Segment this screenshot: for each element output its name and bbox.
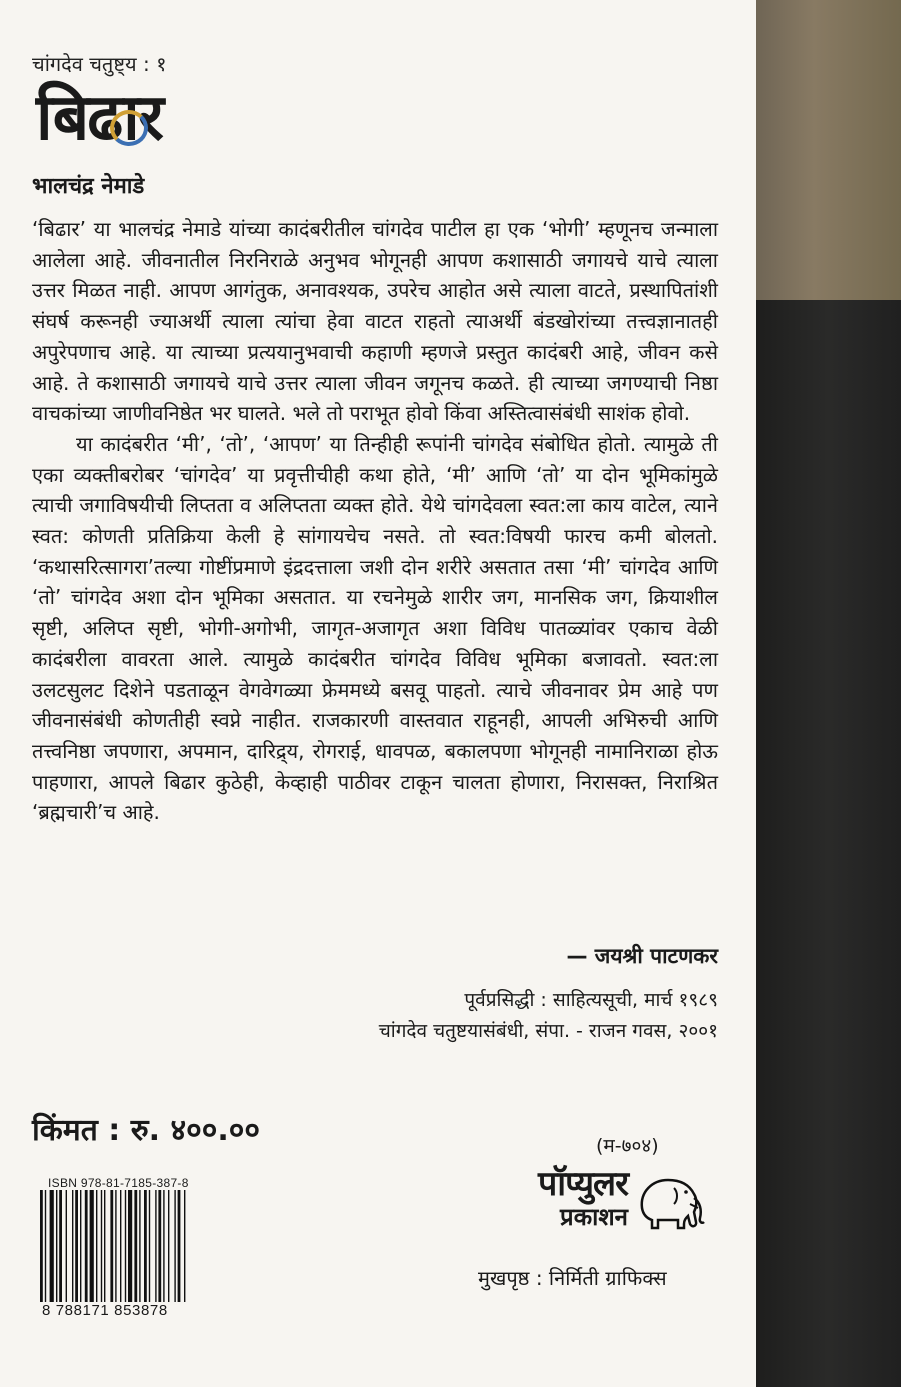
publisher-subtitle: प्रकाशन [560,1203,628,1231]
blurb-text [32,214,718,828]
catalog-code: (म-७०४) [596,1135,659,1157]
cover-design-credit: मुखपृष्ठ : निर्मिती ग्राफिक्स [478,1266,667,1290]
source-note: चांगदेव चतुष्टयासंबंधी, संपा. - राजन गवस, २००१ [378,1020,718,1042]
spine-band-bottom [756,300,901,1387]
barcode-number: 8 788171 853878 [42,1302,168,1319]
book-title: बिढार [36,81,162,155]
elephant-logo-icon [634,1168,706,1232]
publisher-name: पॉप्युलर [537,1164,628,1204]
spine-band-top [756,0,901,300]
price-label: किंमत : रु. ४००.०० [32,1113,260,1148]
author-name: भालचंद्र नेमाडे [32,174,145,199]
publisher-logo-text [438,1165,628,1231]
blurb-paragraph-1: ‘बिढार’ या भालचंद्र नेमाडे यांच्या कादंबरीतील चांगदेव पाटील हा एक ‘भोगी’ म्हणूनच जन्माला आलेला आहे. जीवनातील निरनिराळे अनुभव भोगूनही आपण कशासाठी जगायचे याचे त्याला उत्तर मिळत नाही. आपण आगंतुक, अनावश्यक, उपरेच आहोत असे त्याला वाटते, प्रस्थापितांशी संघर्ष करूनही ज्याअर्थी त्याला त्यांचा हेवा वाटत राहतो त्याअर्थी बंडखोरांच्या तत्त्वज्ञानातही अपुरेपणाच आहे. या त्याच्या प्रत्ययानुभवाची कहाणी म्हणजे प्रस्तुत कादंबरी आहे, जीवन कसे आहे. ते कशासाठी जगायचे याचे उत्तर त्याला जीवन जगूनच कळते. ही त्याच्या जगण्याची निष्ठा वाचकांच्या जाणीवनिष्ठेत भर घालते. भले तो पराभूत होवो किंवा अस्तित्वासंबंधी साशंक होवो. [32,217,718,426]
series-title: चांगदेव चतुष्ट्य : १ [32,52,167,76]
book-title-block [36,82,196,162]
isbn-text: ISBN 978-81-7185-387-8 [48,1176,189,1190]
prior-publication-note: पूर्वप्रसिद्धी : साहित्यसूची, मार्च १९८९ [464,989,718,1011]
reviewer-byline: — जयश्री पाटणकर [566,944,718,968]
blurb-paragraph-2: या कादंबरीत ‘मी’, ‘तो’, ‘आपण’ या तिन्हीही रूपांनी चांगदेव संबोधित होतो. त्यामुळे ती एका व्यक्तीबरोबर ‘चांगदेव’ या प्रवृत्तीचीही कथा होते, ‘मी’ आणि ‘तो’ या दोन भूमिकांमुळे त्याची जगाविषयीची लिप्तता व अलिप्तता व्यक्त होते. येथे चांगदेवला स्वत:ला काय वाटेल, त्याने स्वत: कोणती प्रतिक्रिया केली हे सांगायचेच नसते. तो स्वत:विषयी फारच कमी बोलतो. ‘कथासरित्सागरा’तल्या गोष्टींप्रमाणे इंद्रदत्ताला जशी दोन शरीरे असतात तसा ‘मी’ चांगदेव आणि ‘तो’ चांगदेव अशा दोन भूमिका असतात. या रचनेमुळे शारीर जग, मानसिक जग, क्रियाशील सृष्टी, अलिप्त सृष्टी, भोगी-अगोभी, जागृत-अजागृत अशा विविध पातळ्यांवर एकाच वेळी कादंबरीला वावरता आले. त्यामुळे कादंबरीत चांगदेव विविध भूमिका बजावतो. स्वत:ला उलटसुलट दिशेने पडताळून वेगवेगळ्या फ्रेममध्ये बसवू पाहतो. त्याचे जीवनावर प्रेम आहे पण जीवनासंबंधी कोणतीही स्वप्ने नाहीत. राजकारणी वास्तवात राहूनही, आपली अभिरुची आणि तत्त्वनिष्ठा जपणारा, अपमान, दारिद्र्य, रोगराई, धावपळ, बकालपणा भोगूनही नामानिराळा होऊ पाहणारा, आपले बिढार कुठेही, केव्हाही पाठीवर टाकून चालता होणारा, निरासक्त, निराश्रित ‘ब्रह्मचारी’च आहे. [32,431,718,825]
title-accent-swirl [110,110,148,146]
barcode-graphic [38,1190,230,1302]
